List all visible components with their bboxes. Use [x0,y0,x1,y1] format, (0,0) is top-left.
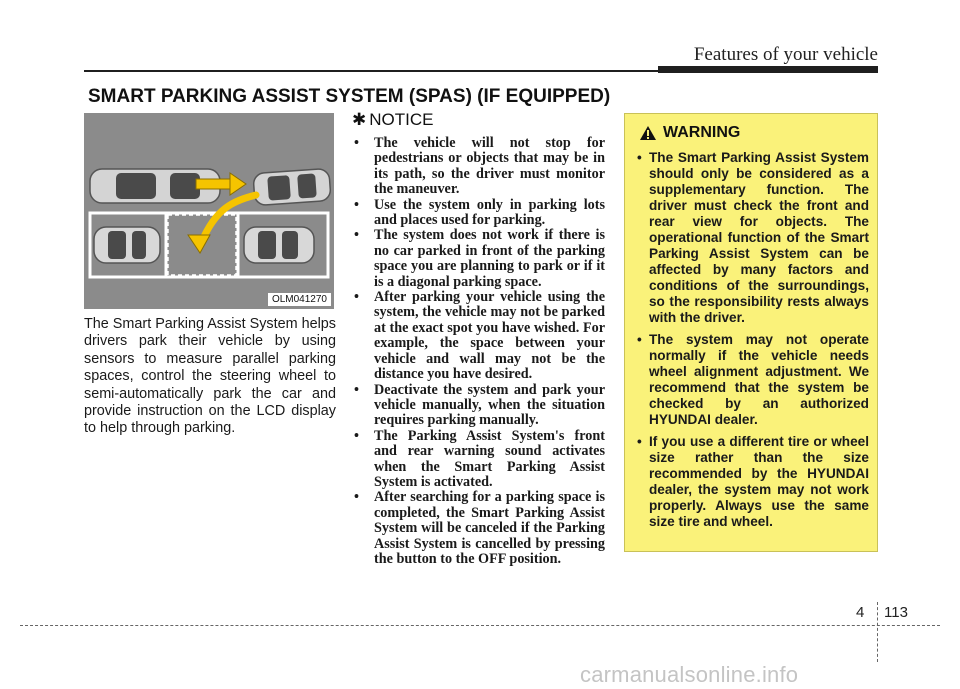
notice-item: • After parking your vehicle using the system, the vehicle may not be parked at the exact spot you have wished. For example, the space between your vehicle and wall may not be the distance you have desired. [352,290,605,382]
car-icon-parked-front [94,227,160,263]
notice-icon: ✱ [352,110,367,129]
page-number: 113 [884,604,908,621]
warning-box [624,113,878,552]
parking-illustration [84,113,334,309]
warning-title: WARNING [663,124,741,141]
footer-rule [20,625,940,626]
warning-triangle-icon [639,125,657,141]
chapter-number: 4 [856,604,865,621]
intro-paragraph: The Smart Parking Assist System helps drivers park their vehicle by using sensors to measure parallel parking spaces, control the steering wheel to semi-automatically park the car and provide instruction on the LCD display to help through parking. [84,316,336,437]
notice-title: NOTICE [369,110,434,129]
page-heading: SMART PARKING ASSIST SYSTEM (SPAS) (IF EQUIPPED) [88,86,611,107]
warning-list [637,150,869,536]
warning-item: • The system may not operate normally if the vehicle needs wheel alignment adjustment. We recommend that the system be checked by an authorized HYUNDAI dealer. [637,332,869,428]
notice-item: • Deactivate the system and park your vehicle manually, when the situation requires parking manually. [352,383,605,429]
warning-item: • If you use a different tire or wheel size rather than the size recommended by the HYUNDAI dealer, the system may not work properly. Always use the same size tire and wheel. [637,434,869,530]
car-icon-turning [253,168,331,205]
notice-item: • The system does not work if there is no car parked in front of the parking space you are planning to park or if it is a diagonal parking space. [352,228,605,290]
figure-label: OLM041270 [268,293,331,306]
notice-item: • After searching for a parking space is completed, the Smart Parking Assist System will be canceled if the Parking Assist System is cancelled by pressing the button to the OFF position. [352,490,605,567]
car-icon-parked-rear [244,227,314,263]
warning-heading [639,124,740,142]
footer-divider [877,602,878,662]
watermark: carmanualsonline.info [580,662,799,687]
warning-item: • The Smart Parking Assist System should only be considered as a supplementary function. The driver must check the front and rear view for objects. The operational function of the Smart Parking Assist System can be affected by many factors and conditions of the surroundings, so the responsibility rests always with the driver. [637,150,869,326]
notice-item: • Use the system only in parking lots and places used for parking. [352,198,605,229]
notice-item: • The vehicle will not stop for pedestrians or objects that may be in its path, so the driver must monitor the maneuver. [352,136,605,198]
section-title: Features of your vehicle [693,44,878,65]
notice-heading [352,110,433,130]
parking-diagram [84,113,334,309]
header-rule [84,70,659,72]
notice-item: • The Parking Assist System's front and rear warning sound activates when the Smart Parking Assist System is activated. [352,429,605,491]
header-rule-accent [658,66,878,73]
notice-list [352,136,605,567]
